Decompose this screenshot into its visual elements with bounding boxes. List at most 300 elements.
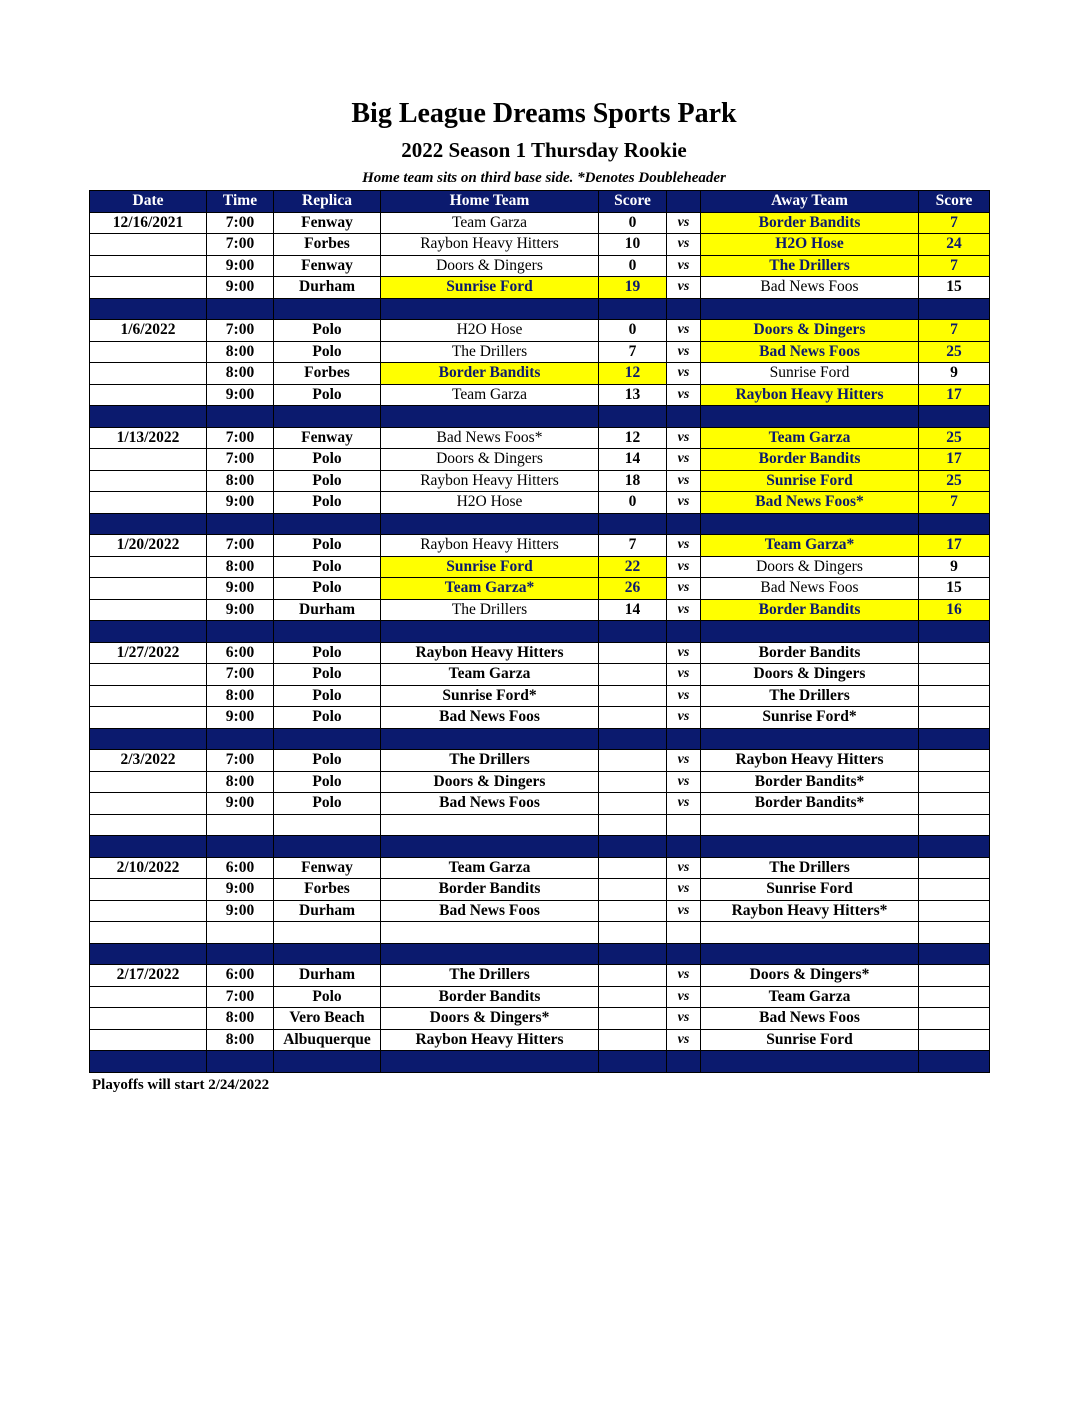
home-team-cell: The Drillers — [381, 750, 599, 772]
vs-cell: vs — [667, 535, 701, 557]
page-subtitle: 2022 Season 1 Thursday Rookie — [401, 138, 687, 162]
away-score-cell: 9 — [919, 363, 990, 385]
home-team-cell: Bad News Foos — [381, 707, 599, 729]
table-row — [90, 427, 990, 449]
home-score-cell — [599, 857, 667, 879]
home-team-cell: Raybon Heavy Hitters — [381, 642, 599, 664]
separator-cell — [274, 1051, 381, 1073]
away-score-cell — [919, 685, 990, 707]
separator-cell — [207, 513, 274, 535]
time-cell: 6:00 — [207, 642, 274, 664]
replica-cell: Forbes — [274, 879, 381, 901]
home-team-cell: H2O Hose — [381, 492, 599, 514]
vs-cell: vs — [667, 234, 701, 256]
home-score-cell: 12 — [599, 363, 667, 385]
home-team-cell: Border Bandits — [381, 879, 599, 901]
time-cell: 9:00 — [207, 384, 274, 406]
col-header-time: Time — [207, 191, 274, 213]
away-team-cell: H2O Hose — [701, 234, 919, 256]
table-row — [90, 470, 990, 492]
away-score-cell: 25 — [919, 470, 990, 492]
separator-cell — [667, 621, 701, 643]
home-score-cell — [599, 642, 667, 664]
home-score-cell: 10 — [599, 234, 667, 256]
home-score-cell: 0 — [599, 212, 667, 234]
separator-cell — [667, 1051, 701, 1073]
date-cell — [90, 771, 207, 793]
home-score-cell — [599, 1008, 667, 1030]
away-score-cell — [919, 879, 990, 901]
vs-cell: vs — [667, 965, 701, 987]
home-team-cell: Sunrise Ford — [381, 277, 599, 299]
header-note: Home team sits on third base side. *Denotes Doubleheader — [362, 170, 726, 186]
time-cell: 9:00 — [207, 492, 274, 514]
col-header-home-score: Score — [599, 191, 667, 213]
away-team-cell: Border Bandits* — [701, 771, 919, 793]
separator-cell — [599, 728, 667, 750]
vs-cell: vs — [667, 793, 701, 815]
date-cell — [90, 1029, 207, 1051]
table-row — [90, 384, 990, 406]
away-team-cell: The Drillers — [701, 685, 919, 707]
home-team-cell: Team Garza — [381, 664, 599, 686]
separator-cell — [381, 1051, 599, 1073]
replica-cell: Polo — [274, 449, 381, 471]
separator-cell — [919, 621, 990, 643]
vs-cell: vs — [667, 599, 701, 621]
away-score-cell: 24 — [919, 234, 990, 256]
date-cell — [90, 449, 207, 471]
vs-cell: vs — [667, 1008, 701, 1030]
replica-cell: Albuquerque — [274, 1029, 381, 1051]
home-score-cell — [599, 1029, 667, 1051]
home-team-cell: Team Garza — [381, 212, 599, 234]
date-cell: 12/16/2021 — [90, 212, 207, 234]
separator-row — [90, 406, 990, 428]
separator-cell — [701, 1051, 919, 1073]
home-score-cell: 19 — [599, 277, 667, 299]
home-score-cell — [599, 793, 667, 815]
date-cell — [90, 470, 207, 492]
table-row — [90, 578, 990, 600]
home-team-cell: Raybon Heavy Hitters — [381, 234, 599, 256]
away-score-cell: 7 — [919, 255, 990, 277]
separator-cell — [90, 836, 207, 858]
date-cell — [90, 492, 207, 514]
separator-cell — [667, 728, 701, 750]
separator-cell — [919, 1051, 990, 1073]
home-team-cell: Sunrise Ford* — [381, 685, 599, 707]
date-cell — [90, 277, 207, 299]
table-row — [90, 363, 990, 385]
away-team-cell: Border Bandits — [701, 642, 919, 664]
home-team-cell: Raybon Heavy Hitters — [381, 1029, 599, 1051]
away-team-cell: Border Bandits — [701, 599, 919, 621]
date-cell: 1/13/2022 — [90, 427, 207, 449]
date-cell: 1/6/2022 — [90, 320, 207, 342]
away-score-cell: 17 — [919, 384, 990, 406]
replica-cell: Polo — [274, 771, 381, 793]
date-cell — [90, 556, 207, 578]
replica-cell: Durham — [274, 900, 381, 922]
separator-row — [90, 513, 990, 535]
replica-cell: Durham — [274, 599, 381, 621]
separator-cell — [207, 621, 274, 643]
home-score-cell — [599, 771, 667, 793]
separator-cell — [599, 406, 667, 428]
separator-cell — [381, 621, 599, 643]
date-cell — [90, 1008, 207, 1030]
date-cell — [90, 599, 207, 621]
home-score-cell — [599, 664, 667, 686]
separator-cell — [667, 513, 701, 535]
home-team-cell: Sunrise Ford — [381, 556, 599, 578]
separator-cell — [274, 943, 381, 965]
replica-cell: Forbes — [274, 363, 381, 385]
replica-cell — [274, 922, 381, 944]
away-score-cell: 25 — [919, 427, 990, 449]
separator-cell — [919, 406, 990, 428]
home-team-cell: The Drillers — [381, 599, 599, 621]
separator-cell — [90, 621, 207, 643]
vs-cell: vs — [667, 363, 701, 385]
home-team-cell: Border Bandits — [381, 363, 599, 385]
separator-cell — [274, 513, 381, 535]
away-team-cell: Border Bandits* — [701, 793, 919, 815]
home-score-cell — [599, 750, 667, 772]
away-score-cell — [919, 986, 990, 1008]
separator-cell — [207, 406, 274, 428]
separator-cell — [599, 513, 667, 535]
separator-cell — [381, 836, 599, 858]
separator-cell — [667, 943, 701, 965]
separator-cell — [667, 836, 701, 858]
replica-cell: Polo — [274, 685, 381, 707]
away-score-cell — [919, 922, 990, 944]
replica-cell: Polo — [274, 986, 381, 1008]
separator-cell — [667, 298, 701, 320]
away-team-cell: Doors & Dingers — [701, 320, 919, 342]
home-score-cell: 18 — [599, 470, 667, 492]
separator-cell — [274, 406, 381, 428]
home-team-cell: The Drillers — [381, 341, 599, 363]
separator-cell — [919, 836, 990, 858]
away-team-cell: Bad News Foos — [701, 578, 919, 600]
separator-cell — [919, 728, 990, 750]
table-row — [90, 771, 990, 793]
replica-cell: Durham — [274, 965, 381, 987]
separator-row — [90, 1051, 990, 1073]
home-score-cell — [599, 814, 667, 836]
table-row — [90, 685, 990, 707]
home-team-cell: Doors & Dingers — [381, 255, 599, 277]
home-team-cell: Bad News Foos — [381, 793, 599, 815]
away-score-cell: 16 — [919, 599, 990, 621]
col-header-date: Date — [90, 191, 207, 213]
separator-cell — [90, 728, 207, 750]
separator-cell — [381, 298, 599, 320]
away-score-cell — [919, 771, 990, 793]
away-team-cell: Raybon Heavy Hitters — [701, 750, 919, 772]
away-team-cell: Raybon Heavy Hitters* — [701, 900, 919, 922]
home-score-cell: 7 — [599, 341, 667, 363]
time-cell: 7:00 — [207, 750, 274, 772]
away-score-cell: 15 — [919, 578, 990, 600]
table-row — [90, 234, 990, 256]
separator-cell — [701, 406, 919, 428]
away-team-cell: Sunrise Ford — [701, 470, 919, 492]
separator-cell — [274, 728, 381, 750]
separator-cell — [274, 298, 381, 320]
vs-cell: vs — [667, 578, 701, 600]
time-cell: 9:00 — [207, 599, 274, 621]
time-cell: 8:00 — [207, 470, 274, 492]
schedule-table — [89, 190, 990, 1073]
home-team-cell: Border Bandits — [381, 986, 599, 1008]
replica-cell: Polo — [274, 341, 381, 363]
away-team-cell: Sunrise Ford — [701, 363, 919, 385]
away-team-cell: Raybon Heavy Hitters — [701, 384, 919, 406]
date-cell — [90, 384, 207, 406]
home-team-cell: Bad News Foos — [381, 900, 599, 922]
table-row — [90, 556, 990, 578]
table-row — [90, 449, 990, 471]
vs-cell: vs — [667, 900, 701, 922]
vs-cell: vs — [667, 427, 701, 449]
separator-cell — [381, 406, 599, 428]
vs-cell: vs — [667, 685, 701, 707]
home-score-cell — [599, 685, 667, 707]
table-row — [90, 814, 990, 836]
vs-cell: vs — [667, 320, 701, 342]
time-cell: 8:00 — [207, 771, 274, 793]
away-team-cell: Sunrise Ford* — [701, 707, 919, 729]
vs-cell — [667, 814, 701, 836]
away-team-cell: Bad News Foos — [701, 277, 919, 299]
vs-cell: vs — [667, 384, 701, 406]
away-team-cell: Doors & Dingers — [701, 664, 919, 686]
away-score-cell — [919, 750, 990, 772]
table-row — [90, 1029, 990, 1051]
away-team-cell: Team Garza — [701, 427, 919, 449]
replica-cell: Polo — [274, 750, 381, 772]
replica-cell: Polo — [274, 707, 381, 729]
separator-cell — [599, 1051, 667, 1073]
separator-row — [90, 298, 990, 320]
home-team-cell: Team Garza — [381, 857, 599, 879]
vs-cell: vs — [667, 449, 701, 471]
replica-cell: Polo — [274, 535, 381, 557]
separator-cell — [90, 1051, 207, 1073]
col-header-home-team: Home Team — [381, 191, 599, 213]
home-score-cell: 14 — [599, 449, 667, 471]
table-row — [90, 1008, 990, 1030]
time-cell: 8:00 — [207, 363, 274, 385]
replica-cell: Polo — [274, 664, 381, 686]
time-cell: 8:00 — [207, 556, 274, 578]
separator-cell — [701, 943, 919, 965]
replica-cell: Polo — [274, 384, 381, 406]
separator-cell — [90, 406, 207, 428]
separator-cell — [207, 836, 274, 858]
date-cell — [90, 685, 207, 707]
home-score-cell: 26 — [599, 578, 667, 600]
away-score-cell: 17 — [919, 535, 990, 557]
away-score-cell — [919, 1029, 990, 1051]
time-cell: 7:00 — [207, 664, 274, 686]
time-cell: 7:00 — [207, 234, 274, 256]
separator-row — [90, 728, 990, 750]
away-score-cell: 7 — [919, 320, 990, 342]
home-team-cell: Team Garza* — [381, 578, 599, 600]
time-cell: 9:00 — [207, 277, 274, 299]
separator-cell — [701, 513, 919, 535]
replica-cell: Polo — [274, 320, 381, 342]
away-score-cell — [919, 642, 990, 664]
away-score-cell: 7 — [919, 212, 990, 234]
separator-cell — [90, 298, 207, 320]
away-team-cell: Sunrise Ford — [701, 1029, 919, 1051]
away-score-cell: 25 — [919, 341, 990, 363]
date-cell — [90, 793, 207, 815]
separator-cell — [599, 943, 667, 965]
replica-cell — [274, 814, 381, 836]
replica-cell: Fenway — [274, 255, 381, 277]
home-score-cell: 7 — [599, 535, 667, 557]
separator-cell — [701, 621, 919, 643]
date-cell: 1/27/2022 — [90, 642, 207, 664]
away-team-cell: Border Bandits — [701, 212, 919, 234]
away-team-cell: Border Bandits — [701, 449, 919, 471]
date-cell — [90, 707, 207, 729]
date-cell: 2/17/2022 — [90, 965, 207, 987]
time-cell: 8:00 — [207, 685, 274, 707]
separator-cell — [701, 728, 919, 750]
time-cell: 6:00 — [207, 965, 274, 987]
separator-cell — [207, 298, 274, 320]
away-score-cell — [919, 707, 990, 729]
date-cell: 2/3/2022 — [90, 750, 207, 772]
vs-cell: vs — [667, 857, 701, 879]
time-cell: 9:00 — [207, 879, 274, 901]
date-cell — [90, 578, 207, 600]
separator-cell — [274, 836, 381, 858]
away-team-cell: Bad News Foos — [701, 341, 919, 363]
time-cell: 9:00 — [207, 578, 274, 600]
away-score-cell — [919, 664, 990, 686]
away-team-cell: Bad News Foos* — [701, 492, 919, 514]
replica-cell: Vero Beach — [274, 1008, 381, 1030]
home-team-cell: Doors & Dingers — [381, 771, 599, 793]
table-header-row — [90, 191, 990, 213]
separator-cell — [701, 298, 919, 320]
home-score-cell — [599, 922, 667, 944]
away-team-cell: Doors & Dingers* — [701, 965, 919, 987]
home-score-cell — [599, 900, 667, 922]
table-row — [90, 599, 990, 621]
table-row — [90, 707, 990, 729]
separator-cell — [667, 406, 701, 428]
replica-cell: Fenway — [274, 857, 381, 879]
footer-note: Playoffs will start 2/24/2022 — [92, 1077, 270, 1093]
away-team-cell: Doors & Dingers — [701, 556, 919, 578]
away-team-cell: Team Garza — [701, 986, 919, 1008]
separator-cell — [919, 298, 990, 320]
separator-cell — [90, 943, 207, 965]
col-header-away-score: Score — [919, 191, 990, 213]
vs-cell: vs — [667, 771, 701, 793]
date-cell — [90, 986, 207, 1008]
time-cell: 8:00 — [207, 1008, 274, 1030]
time-cell: 6:00 — [207, 857, 274, 879]
time-cell: 7:00 — [207, 427, 274, 449]
home-score-cell: 0 — [599, 255, 667, 277]
home-score-cell: 0 — [599, 492, 667, 514]
separator-cell — [207, 728, 274, 750]
date-cell: 2/10/2022 — [90, 857, 207, 879]
away-score-cell: 15 — [919, 277, 990, 299]
home-team-cell: Raybon Heavy Hitters — [381, 470, 599, 492]
table-row — [90, 986, 990, 1008]
replica-cell: Polo — [274, 642, 381, 664]
home-team-cell — [381, 922, 599, 944]
vs-cell: vs — [667, 986, 701, 1008]
separator-cell — [701, 836, 919, 858]
home-score-cell — [599, 965, 667, 987]
separator-row — [90, 943, 990, 965]
away-team-cell: Team Garza* — [701, 535, 919, 557]
home-team-cell: Bad News Foos* — [381, 427, 599, 449]
away-score-cell — [919, 965, 990, 987]
replica-cell: Durham — [274, 277, 381, 299]
separator-cell — [381, 513, 599, 535]
vs-cell: vs — [667, 212, 701, 234]
replica-cell: Polo — [274, 578, 381, 600]
col-header-away-team: Away Team — [701, 191, 919, 213]
col-header-vs — [667, 191, 701, 213]
vs-cell: vs — [667, 492, 701, 514]
separator-cell — [599, 621, 667, 643]
time-cell: 7:00 — [207, 212, 274, 234]
away-team-cell: The Drillers — [701, 857, 919, 879]
table-row — [90, 857, 990, 879]
date-cell — [90, 879, 207, 901]
date-cell — [90, 664, 207, 686]
table-row — [90, 535, 990, 557]
table-row — [90, 277, 990, 299]
away-score-cell — [919, 793, 990, 815]
vs-cell: vs — [667, 750, 701, 772]
home-score-cell: 14 — [599, 599, 667, 621]
date-cell — [90, 341, 207, 363]
schedule-body — [90, 212, 990, 1072]
vs-cell: vs — [667, 1029, 701, 1051]
separator-cell — [207, 943, 274, 965]
vs-cell: vs — [667, 879, 701, 901]
time-cell: 7:00 — [207, 320, 274, 342]
date-cell — [90, 900, 207, 922]
page-title: Big League Dreams Sports Park — [351, 98, 737, 129]
vs-cell: vs — [667, 642, 701, 664]
table-row — [90, 922, 990, 944]
home-score-cell — [599, 707, 667, 729]
home-team-cell — [381, 814, 599, 836]
replica-cell: Polo — [274, 793, 381, 815]
home-team-cell: Team Garza — [381, 384, 599, 406]
time-cell: 9:00 — [207, 793, 274, 815]
separator-row — [90, 836, 990, 858]
home-score-cell: 13 — [599, 384, 667, 406]
